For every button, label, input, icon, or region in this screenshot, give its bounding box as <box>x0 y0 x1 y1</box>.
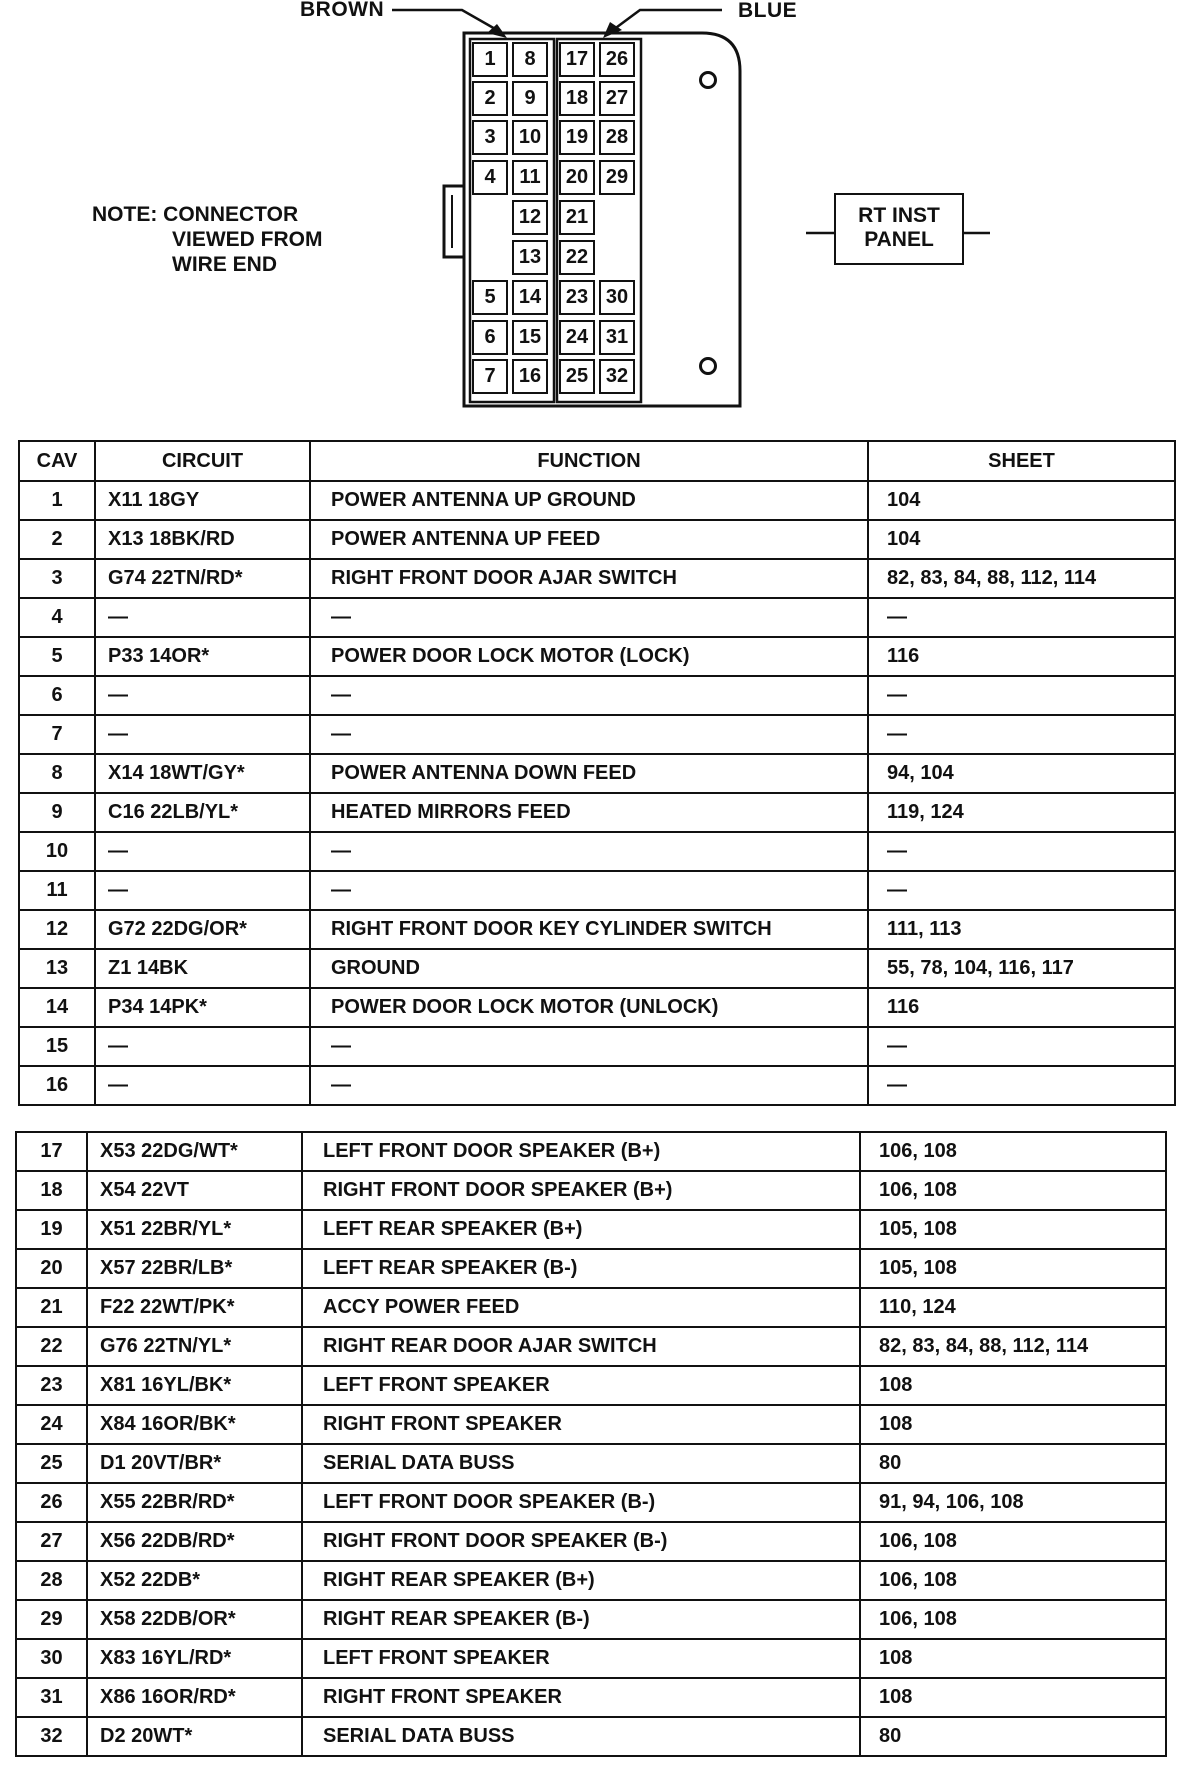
rt-inst-panel-box <box>834 193 964 265</box>
cavity-16: 16 <box>512 359 548 394</box>
cell-function: RIGHT FRONT DOOR SPEAKER (B+) <box>302 1171 860 1210</box>
cavity-12: 12 <box>512 200 548 235</box>
cell-sheet: 80 <box>860 1444 1166 1483</box>
cell-circuit: P33 14OR* <box>95 637 310 676</box>
cell-circuit: P34 14PK* <box>95 988 310 1027</box>
cavity-9: 9 <box>512 81 548 116</box>
cell-function: — <box>310 871 868 910</box>
cell-cav: 17 <box>16 1132 87 1171</box>
cell-cav: 14 <box>19 988 95 1027</box>
cell-function: LEFT FRONT SPEAKER <box>302 1366 860 1405</box>
cell-cav: 28 <box>16 1561 87 1600</box>
cavity-32: 32 <box>599 359 635 394</box>
cell-circuit: X83 16YL/RD* <box>87 1639 302 1678</box>
cell-cav: 25 <box>16 1444 87 1483</box>
cell-cav: 3 <box>19 559 95 598</box>
cell-cav: 30 <box>16 1639 87 1678</box>
table-row <box>16 1210 1166 1249</box>
cavity-18: 18 <box>559 81 595 116</box>
cavity-1: 1 <box>472 42 508 77</box>
table-row <box>19 637 1175 676</box>
cavity-table-bottom <box>15 1131 1167 1757</box>
cell-sheet: 111, 113 <box>868 910 1175 949</box>
table-row <box>19 598 1175 637</box>
cell-circuit: — <box>95 676 310 715</box>
cell-cav: 10 <box>19 832 95 871</box>
cell-cav: 24 <box>16 1405 87 1444</box>
cavity-20: 20 <box>559 160 595 195</box>
cell-cav: 18 <box>16 1171 87 1210</box>
cell-function: GROUND <box>310 949 868 988</box>
cell-function: RIGHT FRONT DOOR KEY CYLINDER SWITCH <box>310 910 868 949</box>
cell-sheet: — <box>868 715 1175 754</box>
cell-function: POWER DOOR LOCK MOTOR (LOCK) <box>310 637 868 676</box>
cell-function: RIGHT FRONT DOOR AJAR SWITCH <box>310 559 868 598</box>
cell-circuit: X58 22DB/OR* <box>87 1600 302 1639</box>
cell-sheet: — <box>868 1027 1175 1066</box>
cell-circuit: — <box>95 832 310 871</box>
cell-cav: 26 <box>16 1483 87 1522</box>
cavity-23: 23 <box>559 280 595 315</box>
table-row <box>19 1066 1175 1105</box>
cell-sheet: — <box>868 871 1175 910</box>
table-row <box>19 949 1175 988</box>
cell-function: — <box>310 598 868 637</box>
cavity-2: 2 <box>472 81 508 116</box>
cell-cav: 8 <box>19 754 95 793</box>
brown-label: BROWN <box>300 0 385 21</box>
cell-circuit: — <box>95 1027 310 1066</box>
table-row <box>19 676 1175 715</box>
cell-function: RIGHT FRONT SPEAKER <box>302 1405 860 1444</box>
cell-cav: 6 <box>19 676 95 715</box>
cavity-29: 29 <box>599 160 635 195</box>
cell-sheet: 119, 124 <box>868 793 1175 832</box>
cell-sheet: 108 <box>860 1678 1166 1717</box>
mounting-hole-top <box>701 73 716 88</box>
cell-function: HEATED MIRRORS FEED <box>310 793 868 832</box>
brown-leader-line <box>392 10 497 30</box>
cell-circuit: F22 22WT/PK* <box>87 1288 302 1327</box>
table-row <box>16 1288 1166 1327</box>
cell-cav: 4 <box>19 598 95 637</box>
cell-function: RIGHT REAR SPEAKER (B+) <box>302 1561 860 1600</box>
cell-circuit: — <box>95 598 310 637</box>
cavity-15: 15 <box>512 320 548 355</box>
cavity-27: 27 <box>599 81 635 116</box>
table-row <box>16 1561 1166 1600</box>
cell-sheet: 80 <box>860 1717 1166 1756</box>
cavity-7: 7 <box>472 359 508 394</box>
cell-cav: 13 <box>19 949 95 988</box>
table-row <box>19 481 1175 520</box>
table-row <box>19 754 1175 793</box>
cell-sheet: 104 <box>868 520 1175 559</box>
cell-cav: 20 <box>16 1249 87 1288</box>
cell-function: RIGHT REAR DOOR AJAR SWITCH <box>302 1327 860 1366</box>
cell-sheet: 105, 108 <box>860 1249 1166 1288</box>
table-row <box>16 1444 1166 1483</box>
header-sheet: SHEET <box>868 441 1175 481</box>
cavity-22: 22 <box>559 240 595 275</box>
cavity-13: 13 <box>512 240 548 275</box>
cell-circuit: G72 22DG/OR* <box>95 910 310 949</box>
cell-function: POWER DOOR LOCK MOTOR (UNLOCK) <box>310 988 868 1027</box>
table-row <box>19 559 1175 598</box>
cell-sheet: 94, 104 <box>868 754 1175 793</box>
cell-function: LEFT REAR SPEAKER (B+) <box>302 1210 860 1249</box>
cell-sheet: 91, 94, 106, 108 <box>860 1483 1166 1522</box>
cell-sheet: 106, 108 <box>860 1132 1166 1171</box>
blue-label: BLUE <box>738 0 798 22</box>
cell-circuit: X55 22BR/RD* <box>87 1483 302 1522</box>
cell-cav: 31 <box>16 1678 87 1717</box>
cell-function: LEFT FRONT DOOR SPEAKER (B-) <box>302 1483 860 1522</box>
table-row <box>19 1027 1175 1066</box>
cell-sheet: 82, 83, 84, 88, 112, 114 <box>868 559 1175 598</box>
cell-sheet: 55, 78, 104, 116, 117 <box>868 949 1175 988</box>
cell-circuit: X86 16OR/RD* <box>87 1678 302 1717</box>
table-row <box>19 520 1175 559</box>
connector-note <box>92 202 323 277</box>
cavity-25: 25 <box>559 359 595 394</box>
cell-function: POWER ANTENNA DOWN FEED <box>310 754 868 793</box>
cavity-3: 3 <box>472 120 508 155</box>
cavity-30: 30 <box>599 280 635 315</box>
cell-circuit: X53 22DG/WT* <box>87 1132 302 1171</box>
cavity-19: 19 <box>559 120 595 155</box>
cell-cav: 11 <box>19 871 95 910</box>
cell-cav: 22 <box>16 1327 87 1366</box>
cell-circuit: X11 18GY <box>95 481 310 520</box>
table-row <box>19 832 1175 871</box>
cell-function: — <box>310 1066 868 1105</box>
cell-sheet: 110, 124 <box>860 1288 1166 1327</box>
cell-circuit: G74 22TN/RD* <box>95 559 310 598</box>
table-row <box>19 871 1175 910</box>
table-row <box>16 1366 1166 1405</box>
cell-circuit: X14 18WT/GY* <box>95 754 310 793</box>
cell-sheet: 106, 108 <box>860 1171 1166 1210</box>
cavity-6: 6 <box>472 320 508 355</box>
cavity-17: 17 <box>559 42 595 77</box>
table-row <box>16 1522 1166 1561</box>
cavity-5: 5 <box>472 280 508 315</box>
cell-function: ACCY POWER FEED <box>302 1288 860 1327</box>
cell-circuit: G76 22TN/YL* <box>87 1327 302 1366</box>
cell-circuit: X51 22BR/YL* <box>87 1210 302 1249</box>
cell-circuit: X84 16OR/BK* <box>87 1405 302 1444</box>
cell-function: POWER ANTENNA UP GROUND <box>310 481 868 520</box>
cell-sheet: 108 <box>860 1639 1166 1678</box>
cell-circuit: X57 22BR/LB* <box>87 1249 302 1288</box>
header-function: FUNCTION <box>310 441 868 481</box>
cell-cav: 27 <box>16 1522 87 1561</box>
table-row <box>16 1639 1166 1678</box>
cell-function: RIGHT REAR SPEAKER (B-) <box>302 1600 860 1639</box>
cell-sheet: — <box>868 598 1175 637</box>
cell-cav: 2 <box>19 520 95 559</box>
cell-sheet: 105, 108 <box>860 1210 1166 1249</box>
cavity-table-top <box>18 440 1176 1106</box>
cell-circuit: X54 22VT <box>87 1171 302 1210</box>
cell-cav: 32 <box>16 1717 87 1756</box>
table-row <box>16 1678 1166 1717</box>
cell-sheet: — <box>868 832 1175 871</box>
cell-circuit: X56 22DB/RD* <box>87 1522 302 1561</box>
cell-cav: 21 <box>16 1288 87 1327</box>
table-row <box>19 910 1175 949</box>
cell-sheet: 104 <box>868 481 1175 520</box>
cell-function: — <box>310 1027 868 1066</box>
cell-sheet: 82, 83, 84, 88, 112, 114 <box>860 1327 1166 1366</box>
cell-function: LEFT FRONT SPEAKER <box>302 1639 860 1678</box>
table-row <box>16 1717 1166 1756</box>
table-row <box>16 1249 1166 1288</box>
blue-leader-line <box>613 10 722 30</box>
cell-function: RIGHT FRONT DOOR SPEAKER (B-) <box>302 1522 860 1561</box>
table-row <box>16 1132 1166 1171</box>
cell-cav: 5 <box>19 637 95 676</box>
cell-cav: 23 <box>16 1366 87 1405</box>
table-header-row <box>19 441 1175 481</box>
cell-sheet: 116 <box>868 988 1175 1027</box>
cell-function: POWER ANTENNA UP FEED <box>310 520 868 559</box>
mounting-hole-bottom <box>701 359 716 374</box>
cell-cav: 29 <box>16 1600 87 1639</box>
table-row <box>16 1405 1166 1444</box>
cell-function: — <box>310 676 868 715</box>
note-line-2: VIEWED FROM <box>172 228 323 251</box>
cell-sheet: — <box>868 676 1175 715</box>
cell-circuit: X81 16YL/BK* <box>87 1366 302 1405</box>
cell-circuit: — <box>95 871 310 910</box>
table-row <box>19 715 1175 754</box>
cell-sheet: 106, 108 <box>860 1522 1166 1561</box>
cell-function: — <box>310 715 868 754</box>
cavity-28: 28 <box>599 120 635 155</box>
cell-function: RIGHT FRONT SPEAKER <box>302 1678 860 1717</box>
table-row <box>16 1600 1166 1639</box>
cell-circuit: — <box>95 715 310 754</box>
cavity-4: 4 <box>472 160 508 195</box>
header-circuit: CIRCUIT <box>95 441 310 481</box>
cavity-11: 11 <box>512 160 548 195</box>
cell-cav: 16 <box>19 1066 95 1105</box>
cell-sheet: 108 <box>860 1405 1166 1444</box>
panel-label-line-2: PANEL <box>864 228 934 251</box>
cell-sheet: 116 <box>868 637 1175 676</box>
cell-sheet: 106, 108 <box>860 1561 1166 1600</box>
cavity-21: 21 <box>559 200 595 235</box>
cavity-24: 24 <box>559 320 595 355</box>
cavity-26: 26 <box>599 42 635 77</box>
cell-function: SERIAL DATA BUSS <box>302 1717 860 1756</box>
table-row <box>19 793 1175 832</box>
connector-diagram <box>0 0 1184 430</box>
cell-circuit: D1 20VT/BR* <box>87 1444 302 1483</box>
header-cav: CAV <box>19 441 95 481</box>
cavity-31: 31 <box>599 320 635 355</box>
cell-cav: 1 <box>19 481 95 520</box>
cavity-14: 14 <box>512 280 548 315</box>
cell-function: LEFT FRONT DOOR SPEAKER (B+) <box>302 1132 860 1171</box>
cell-cav: 9 <box>19 793 95 832</box>
cell-function: LEFT REAR SPEAKER (B-) <box>302 1249 860 1288</box>
note-line-1: NOTE: CONNECTOR <box>92 203 299 226</box>
cell-circuit: X13 18BK/RD <box>95 520 310 559</box>
cavity-8: 8 <box>512 42 548 77</box>
cell-cav: 12 <box>19 910 95 949</box>
cell-circuit: Z1 14BK <box>95 949 310 988</box>
cell-sheet: 108 <box>860 1366 1166 1405</box>
cell-circuit: — <box>95 1066 310 1105</box>
cell-cav: 15 <box>19 1027 95 1066</box>
cavity-10: 10 <box>512 120 548 155</box>
note-line-3: WIRE END <box>172 253 277 276</box>
table-row <box>19 988 1175 1027</box>
cell-function: — <box>310 832 868 871</box>
cell-cav: 19 <box>16 1210 87 1249</box>
connector-latch <box>444 186 464 257</box>
cell-sheet: — <box>868 1066 1175 1105</box>
cell-circuit: C16 22LB/YL* <box>95 793 310 832</box>
cell-circuit: D2 20WT* <box>87 1717 302 1756</box>
table-row <box>16 1171 1166 1210</box>
table-row <box>16 1327 1166 1366</box>
panel-label-line-1: RT INST <box>858 204 940 227</box>
cell-function: SERIAL DATA BUSS <box>302 1444 860 1483</box>
cell-sheet: 106, 108 <box>860 1600 1166 1639</box>
table-row <box>16 1483 1166 1522</box>
cell-circuit: X52 22DB* <box>87 1561 302 1600</box>
cell-cav: 7 <box>19 715 95 754</box>
